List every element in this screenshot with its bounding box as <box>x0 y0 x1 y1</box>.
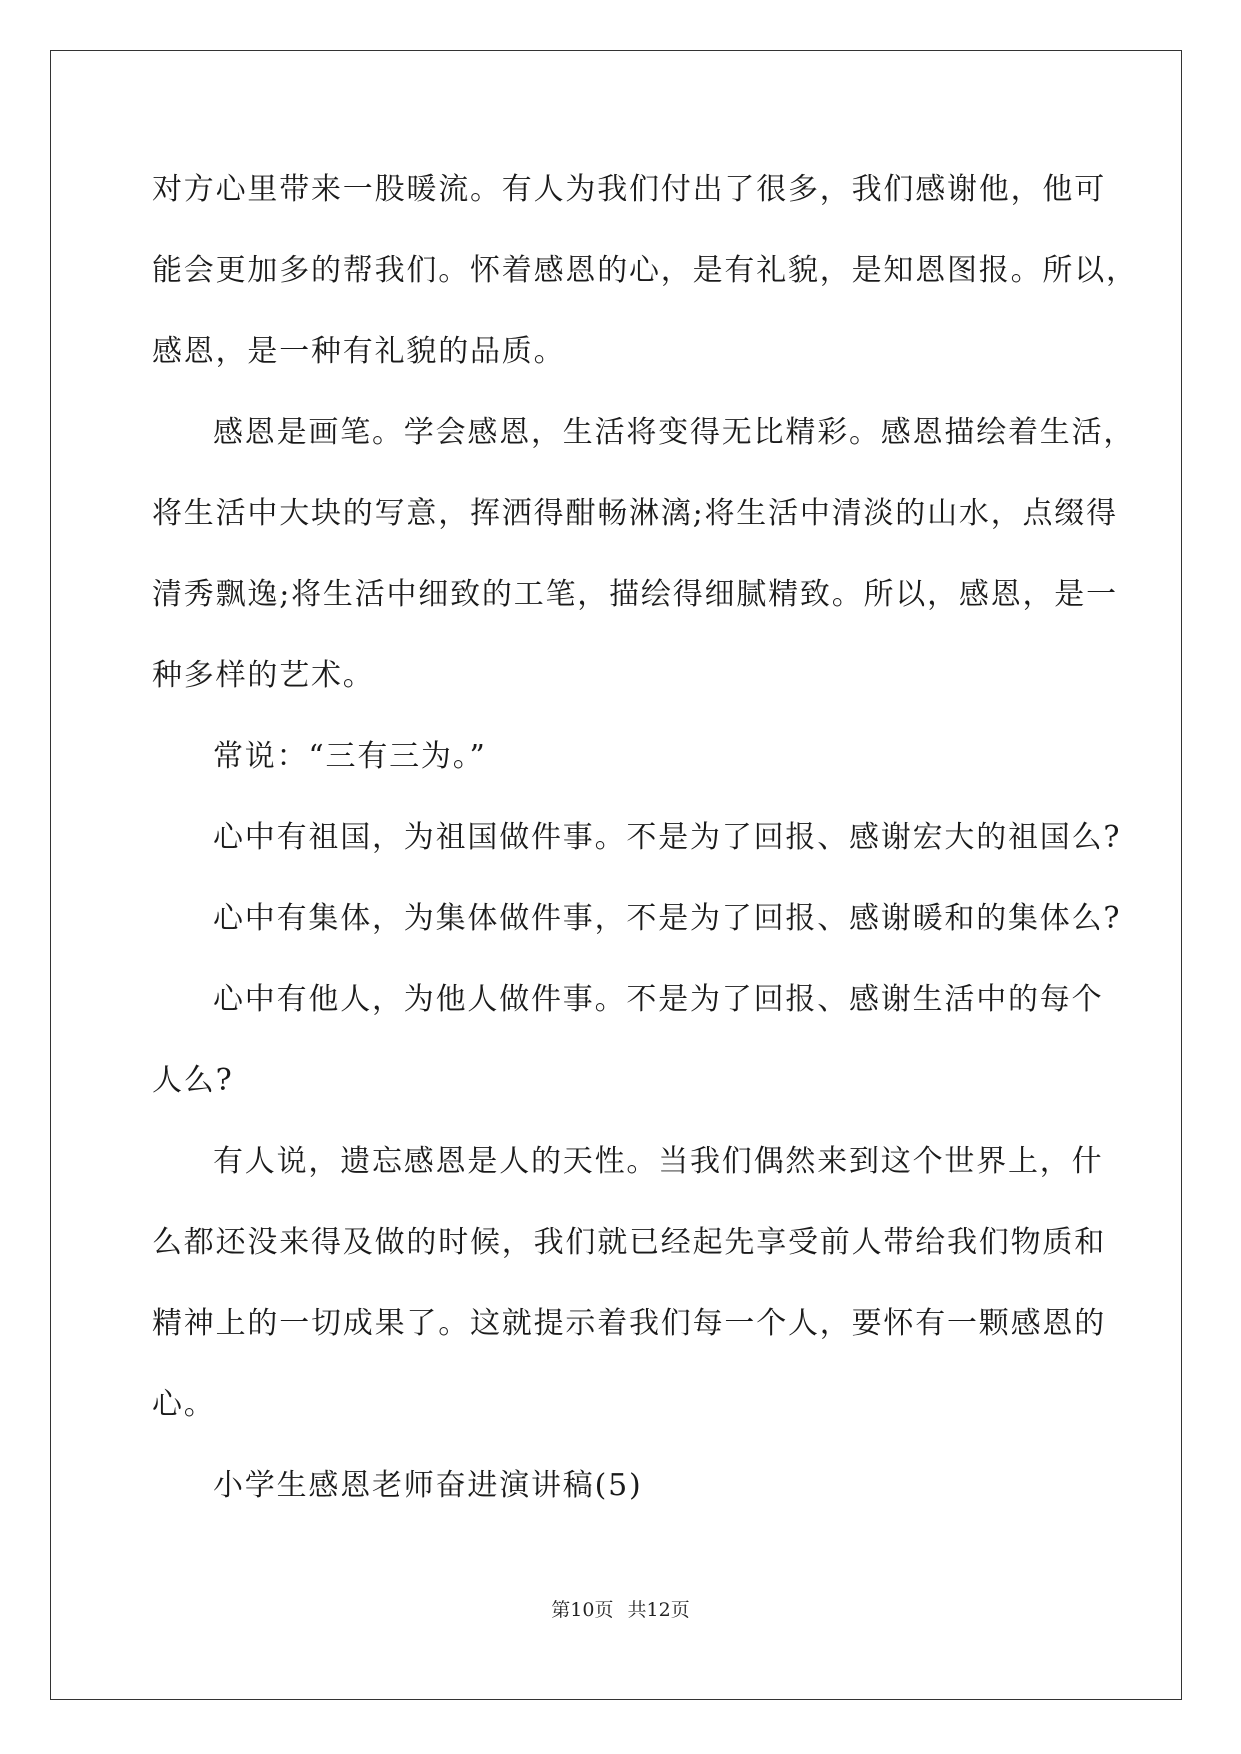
page-number: 第10页 <box>551 1599 614 1621</box>
text-line: 感恩，是一种有礼貌的品质。 <box>152 334 566 369</box>
paragraph-start-line: 心中有他人，为他人做件事。不是为了回报、感谢生活中的每个 <box>213 982 1104 1017</box>
text-line: 能会更加多的帮我们。怀着感恩的心，是有礼貌，是知恩图报。所以， <box>152 253 1138 288</box>
paragraph-start-line: 心中有祖国，为祖国做件事。不是为了回报、感谢宏大的祖国么? <box>213 820 1122 855</box>
document-body <box>152 160 1138 1537</box>
paragraph-start-line: 有人说，遗忘感恩是人的天性。当我们偶然来到这个世界上，什 <box>213 1144 1104 1179</box>
paragraph-start-line: 感恩是画笔。学会感恩，生活将变得无比精彩。感恩描绘着生活， <box>213 415 1136 450</box>
text-line: 种多样的艺术。 <box>152 658 375 693</box>
page-footer <box>0 1598 1241 1622</box>
text-line: 心。 <box>152 1387 216 1422</box>
text-line: 精神上的一切成果了。这就提示着我们每一个人，要怀有一颗感恩的 <box>152 1306 1106 1341</box>
text-line: 人么? <box>152 1063 234 1098</box>
section-heading: 小学生感恩老师奋进演讲稿(5) <box>213 1468 643 1503</box>
text-line: 将生活中大块的写意，挥洒得酣畅淋漓;将生活中清淡的山水，点缀得 <box>152 496 1118 531</box>
paragraph-start-line: 心中有集体，为集体做件事，不是为了回报、感谢暖和的集体么? <box>213 901 1122 936</box>
text-line: 么都还没来得及做的时候，我们就已经起先享受前人带给我们物质和 <box>152 1225 1106 1260</box>
paragraph-start-line: 常说：“三有三为。” <box>213 739 487 774</box>
text-line: 对方心里带来一股暖流。有人为我们付出了很多，我们感谢他，他可 <box>152 172 1106 207</box>
text-line: 清秀飘逸;将生活中细致的工笔，描绘得细腻精致。所以，感恩，是一 <box>152 577 1118 612</box>
page-total: 共12页 <box>627 1599 690 1621</box>
